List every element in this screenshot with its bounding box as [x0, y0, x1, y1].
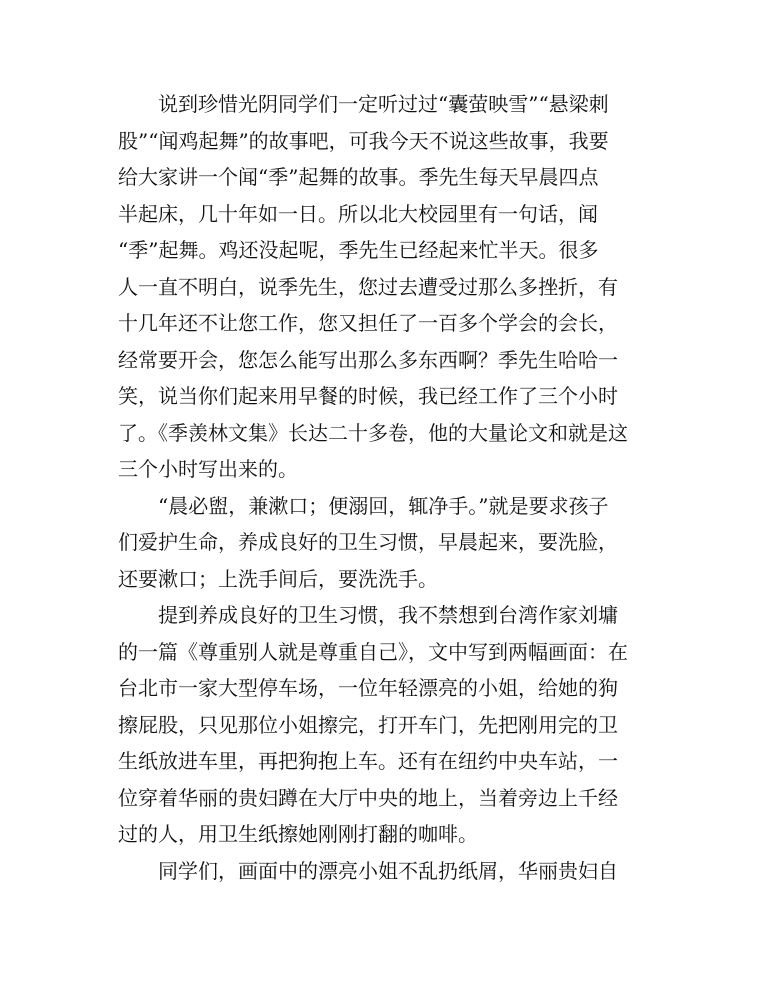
- text-line: 的一篇《尊重别人就是尊重自己》，文中写到两幅画面：在: [118, 639, 628, 664]
- text-line: 笑，说当你们起来用早餐的时候，我已经工作了三个小时: [118, 384, 618, 408]
- text-line: 生纸放进车里，再把狗抱上车。还有在纽约中央车站，一: [118, 749, 618, 773]
- text-line: 们爱护生命，养成良好的卫生习惯，早晨起来，要洗脸，: [118, 530, 618, 554]
- text-line: 三个小时写出来的。: [118, 457, 298, 481]
- text-line: 十几年还不让您工作，您又担任了一百多个学会的会长，: [118, 311, 618, 335]
- text-line: 经常要开会，您怎么能写出那么多东西啊？季先生哈哈一: [118, 347, 618, 372]
- text-line: 人一直不明白，说季先生，您过去遭受过那么多挫折，有: [118, 274, 618, 299]
- text-line: 同学们，画面中的漂亮小姐不乱扔纸屑，华丽贵妇自: [118, 858, 618, 883]
- text-line: 给大家讲一个闻“季”起舞的故事。季先生每天早晨四点: [118, 165, 599, 189]
- text-line: 还要漱口；上洗手间后，要洗洗手。: [118, 566, 438, 591]
- text-line: 了。《季羡林文集》长达二十多卷，他的大量论文和就是这: [118, 420, 628, 445]
- text-line: 过的人，用卫生纸擦她刚刚打翻的咖啡。: [118, 822, 478, 846]
- text-line: 说到珍惜光阴同学们一定听过过“囊萤映雪”“悬梁刺: [118, 92, 609, 116]
- text-line: 位穿着华丽的贵妇蹲在大厅中央的地上，当着旁边上千经: [118, 785, 618, 810]
- text-line: 擦屁股，只见那位小姐擦完，打开车门，先把刚用完的卫: [118, 712, 618, 737]
- text-line: “季”起舞。鸡还没起呢，季先生已经起来忙半天。很多: [118, 238, 599, 262]
- text-line: 半起床，几十年如一日。所以北大校园里有一句话，闻: [118, 201, 598, 226]
- body-text: [118, 86, 648, 889]
- text-line: 提到养成良好的卫生习惯，我不禁想到台湾作家刘墉: [118, 603, 618, 627]
- text-line: 股”“闻鸡起舞”的故事吧，可我今天不说这些故事，我要: [118, 128, 609, 153]
- text-line: 台北市一家大型停车场，一位年轻漂亮的小姐，给她的狗: [118, 676, 618, 700]
- text-line: “晨必盥，兼漱口；便溺回，辄净手。”就是要求孩子: [118, 493, 609, 518]
